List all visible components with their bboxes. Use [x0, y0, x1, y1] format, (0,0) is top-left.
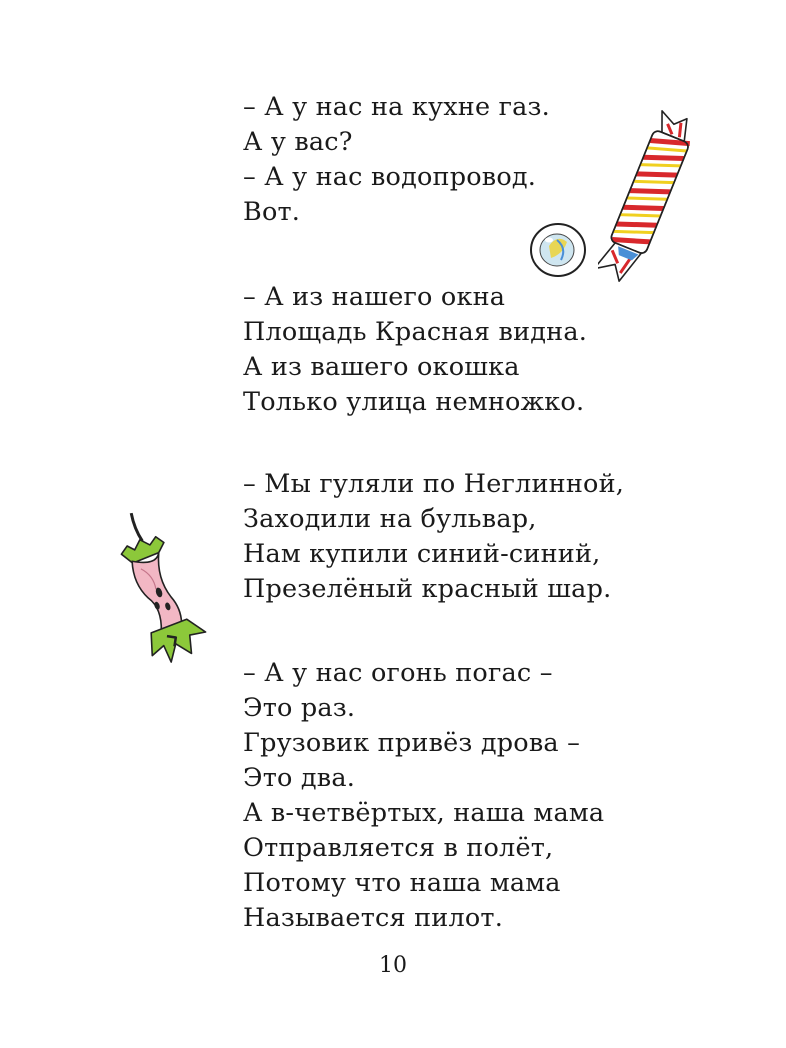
verse-line: Вот.	[243, 197, 301, 227]
wrapped-candy-icon	[598, 110, 698, 288]
glass-marble-icon	[527, 220, 589, 280]
verse-line: Грузовик привёз дрова –	[243, 728, 581, 758]
verse-line: – А у нас огонь погас –	[243, 658, 553, 688]
verse-line: Отправляется в полёт,	[243, 833, 554, 863]
verse-line: Называется пилот.	[243, 903, 504, 933]
verse-line: – А из нашего окна	[243, 282, 506, 312]
page-number: 10	[379, 953, 407, 978]
verse-line: – А у нас на кухне газ.	[243, 92, 550, 122]
verse-line: А в-четвёртых, наша мама	[243, 798, 605, 828]
verse-line: Это раз.	[243, 693, 356, 723]
stanza-2	[243, 280, 587, 420]
verse-line: Только улица немножко.	[243, 387, 585, 417]
verse-line: А у вас?	[243, 127, 353, 157]
verse-line: Заходили на бульвар,	[243, 504, 537, 534]
verse-line: Презелёный красный шар.	[243, 574, 612, 604]
stanza-1	[243, 90, 550, 230]
stanza-4	[243, 656, 604, 936]
apple-core-icon	[113, 500, 235, 672]
verse-line: Площадь Красная видна.	[243, 317, 588, 347]
verse-line: Потому что наша мама	[243, 868, 561, 898]
stanza-3	[243, 467, 624, 607]
verse-line: – А у нас водопровод.	[243, 162, 537, 192]
verse-line: Это два.	[243, 763, 356, 793]
verse-line: А из вашего окошка	[243, 352, 520, 382]
verse-line: – Мы гуляли по Неглинной,	[243, 469, 625, 499]
verse-line: Нам купили синий-синий,	[243, 539, 601, 569]
